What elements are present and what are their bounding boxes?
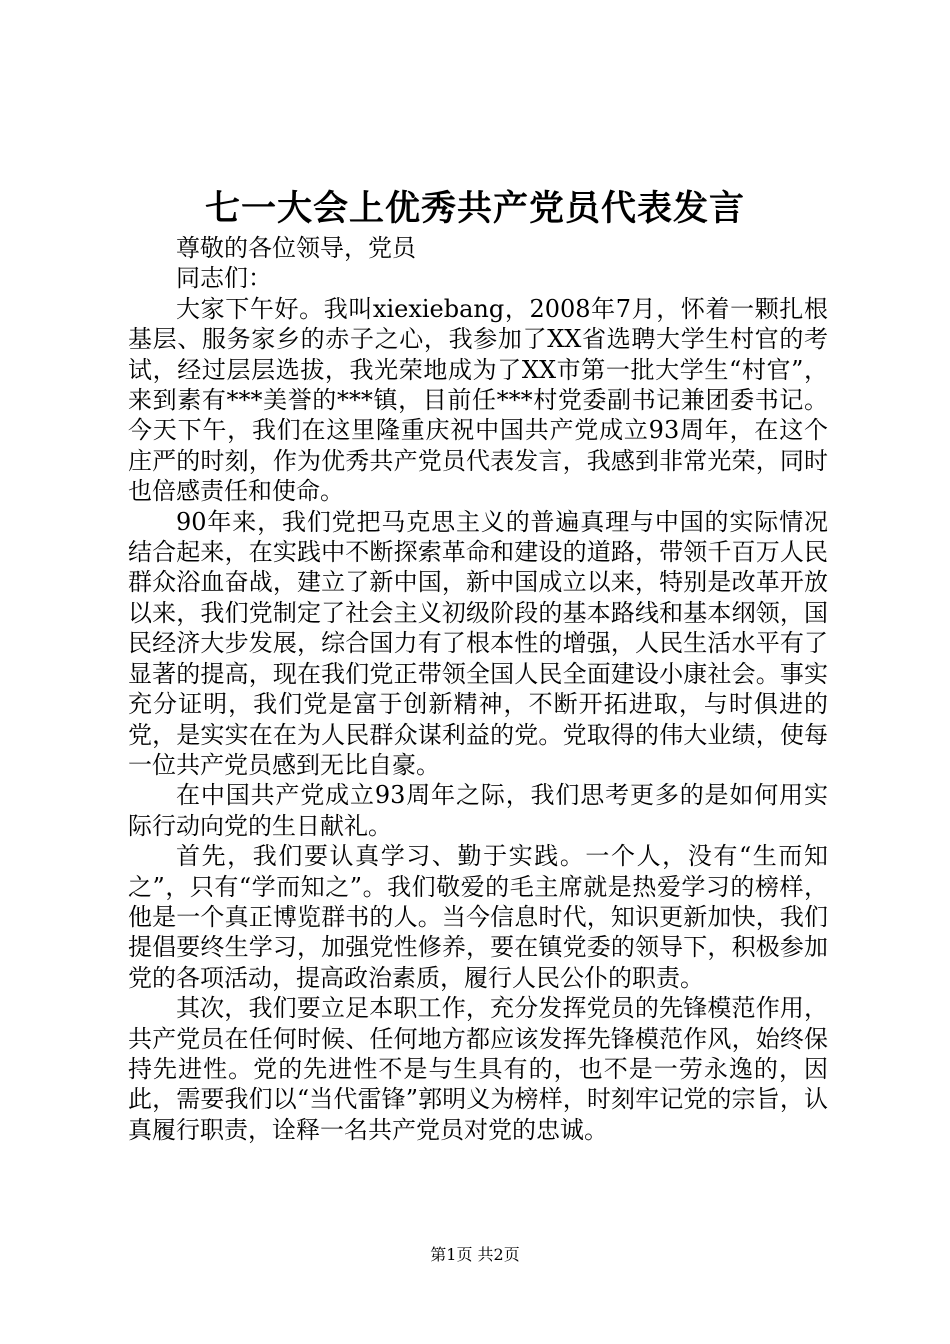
page-footer: 第1页 共2页 [430,1245,520,1264]
body-paragraph: 首先，我们要认真学习、勤于实践。一个人，没有“生而知之”，只有“学而知之”。我们敬爱的毛主席就是热爱学习的榜样，他是一个真正博览群书的人。当今信息时代，知识更新加快，我们提倡要终生学习，加强党性修养，要在镇党委的领导下，积极参加党的各项活动，提高政治素质，履行人民公仆的职责。 [128,842,828,992]
body-paragraph: 在中国共产党成立93周年之际，我们思考更多的是如何用实际行动向党的生日献礼。 [128,781,828,840]
body-paragraph: 其次，我们要立足本职工作，充分发挥党员的先锋模范作用，共产党员在任何时候、任何地方都应该发挥先锋模范作风，始终保持先进性。党的先进性不是与生具有的，也不是一劳永逸的，因此，需要我们以“当代雷锋”郭明义为榜样，时刻牢记党的宗旨，认真履行职责，诠释一名共产党员对党的忠诚。 [128,994,828,1144]
body-paragraph: 90年来，我们党把马克思主义的普遍真理与中国的实际情况结合起来，在实践中不断探索革命和建设的道路，带领千百万人民群众浴血奋战，建立了新中国，新中国成立以来，特别是改革开放以来，我们党制定了社会主义初级阶段的基本路线和基本纲领，国民经济大步发展，综合国力有了根本性的增强，人民生活水平有了显著的提高，现在我们党正带领全国人民全面建设小康社会。事实充分证明，我们党是富于创新精神，不断开拓进取，与时俱进的党，是实实在在为人民群众谋利益的党。党取得的伟大业绩，使每一位共产党员感到无比自豪。 [128,507,828,779]
salutation-line: 同志们： [176,264,272,293]
document-title: 七一大会上优秀共产党员代表发言 [204,188,745,229]
document-body [128,233,828,1145]
salutation-line: 尊敬的各位领导，党员 [176,234,416,262]
body-paragraph: 大家下午好。我叫xiexiebang，2008年7月，怀着一颗扎根基层、服务家乡的赤子之心，我参加了XX省选聘大学生村官的考试，经过层层选拔，我光荣地成为了XX市第一批大学生“村官”，来到素有***美誉的***镇，目前任***村党委副书记兼团委书记。今天下午，我们在这里隆重庆祝中国共产党成立93周年，在这个庄严的时刻，作为优秀共产党员代表发言，我感到非常光荣，同时也倍感责任和使命。 [128,294,828,506]
